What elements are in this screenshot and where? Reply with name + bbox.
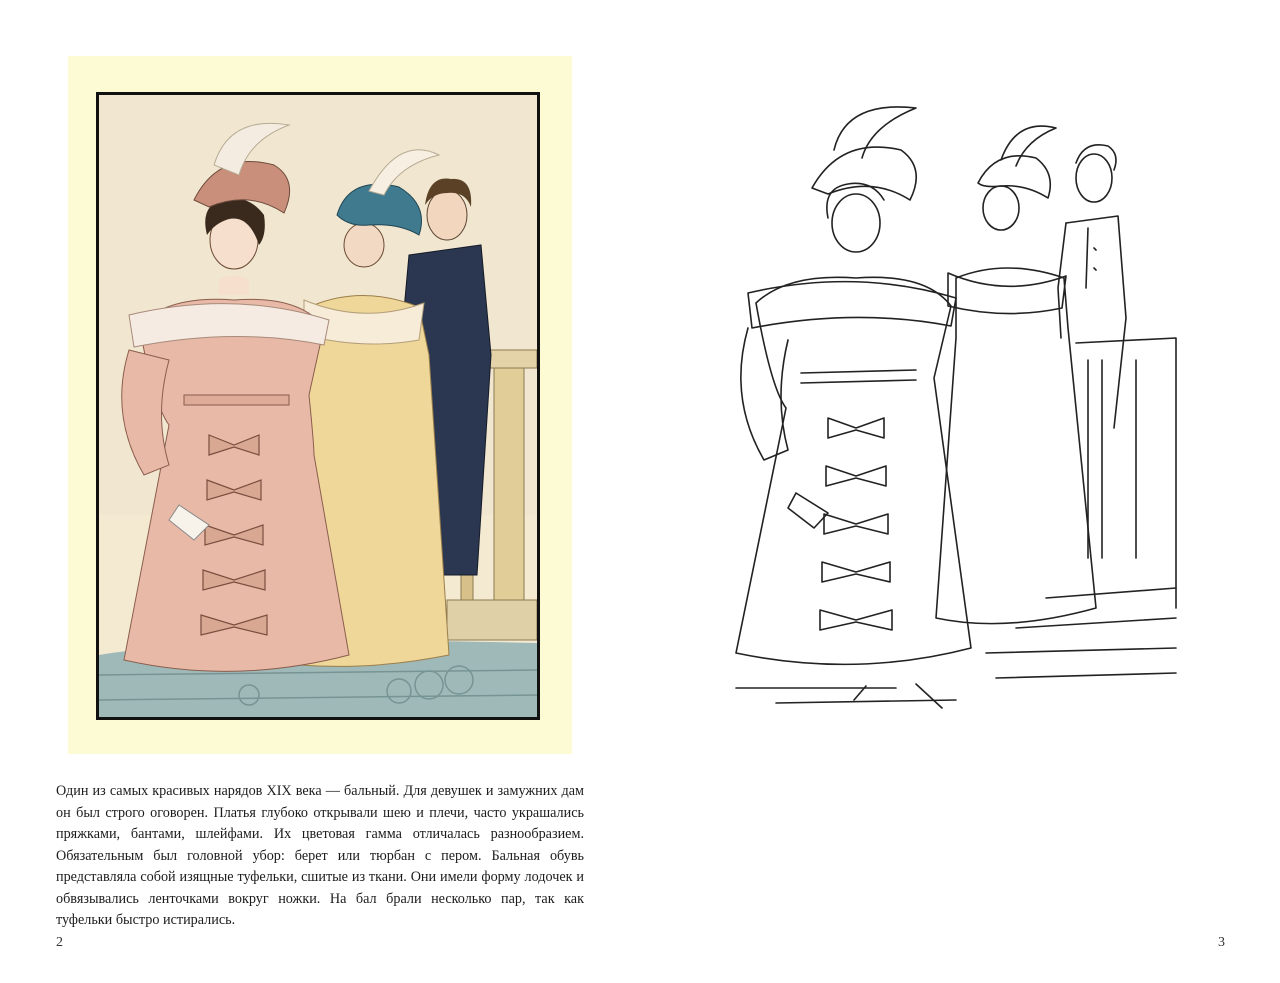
caption-text: Один из самых красивых нарядов XIX века — бальный. Для девушек и замужних дам он был строго оговорен. Платья глубоко открывали шею и плечи, часто украшались пряжками, бантами, шлейфами. Их цветовая гамма отличалась разнообразием. Обязательным был головной убор: берет или тюрбан с пером. Бальная обувь представляла собой изящные туфельки, сшитые из ткани. Они имели форму лодочек и обвязывались ленточками вокруг ножки. На бал брали несколько пар, так как туфельки быстро истирались. xyxy=(56,783,584,928)
coloring-line-art-illustration xyxy=(716,88,1216,733)
fashion-plate-illustration xyxy=(96,92,540,720)
color-plate-panel xyxy=(68,56,572,754)
page-number-right: 3 xyxy=(1218,935,1225,950)
page-number-left: 2 xyxy=(56,935,63,950)
right-page xyxy=(640,0,1280,983)
